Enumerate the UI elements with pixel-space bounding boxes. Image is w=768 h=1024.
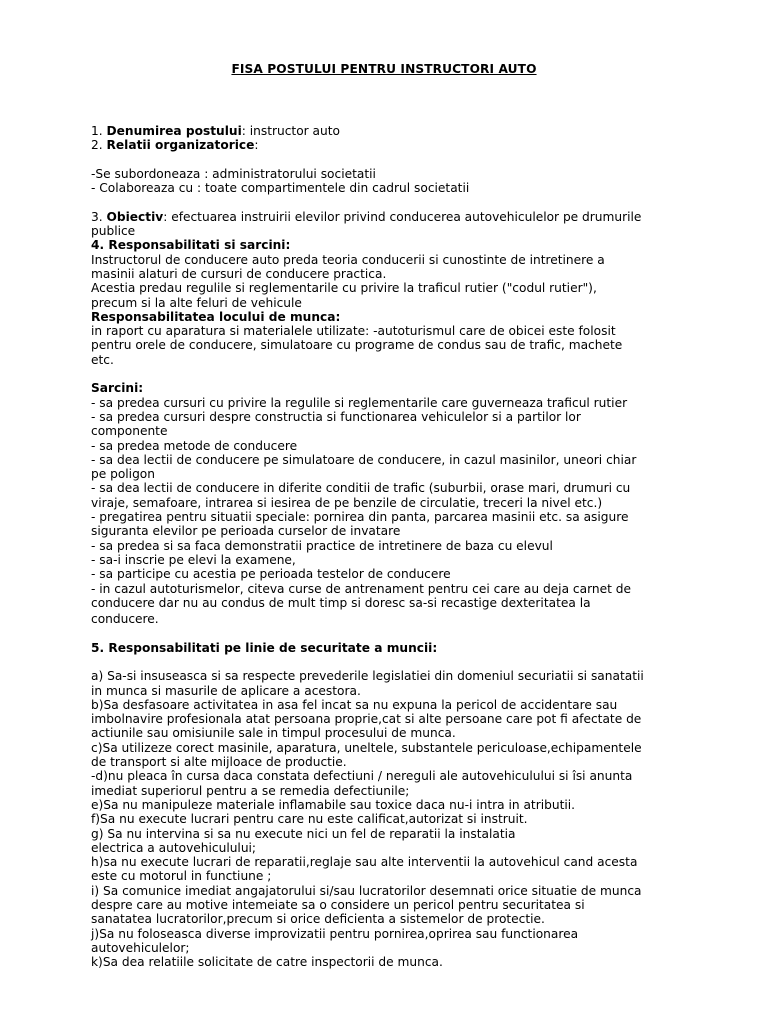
safety-line: imediat superiorul pentru a se remedia defectiunile; bbox=[91, 783, 410, 798]
safety-line: despre care au motive intemeiate sa o considere un pericol pentru securitatea si bbox=[91, 898, 585, 913]
section-5-heading: 5. Responsabilitati pe linie de securitate a muncii: bbox=[91, 640, 438, 655]
workplace-responsibility-heading: Responsabilitatea locului de munca: bbox=[91, 309, 341, 324]
section-2-number: 2. bbox=[91, 138, 103, 153]
task-line: - sa participe cu acestia pe perioada testelor de conducere bbox=[91, 567, 451, 582]
task-line: - sa-i inscrie pe elevi la examene, bbox=[91, 552, 296, 567]
section-1 bbox=[91, 124, 691, 138]
safety-line: f)Sa nu execute lucrari pentru care nu este calificat,autorizat si instruit. bbox=[91, 812, 528, 827]
safety-line: in munca si masurile de aplicare a acestora. bbox=[91, 683, 361, 698]
task-line: viraje, semafoare, intrarea si iesirea de pe benzile de circulatie, treceri la nivel etc.) bbox=[91, 495, 603, 510]
task-line: - sa predea cursuri despre constructia si functionarea vehiculelor si a partilor lor bbox=[91, 409, 581, 424]
task-line: - sa predea cursuri cu privire la regulile si reglementarile care guverneaza traficul rutier bbox=[91, 395, 628, 410]
task-line: siguranta elevilor pe perioada curselor de invatare bbox=[91, 524, 401, 539]
task-line: componente bbox=[91, 424, 168, 439]
task-line: conducere dar nu au condus de mult timp si doresc sa-si recastige dexteritatea la bbox=[91, 595, 591, 610]
tasks-heading: Sarcini: bbox=[91, 381, 144, 396]
paragraph-line: etc. bbox=[91, 352, 114, 367]
task-line: - in cazul autoturismelor, citeva curse de antrenament pentru cei care au deja carnet de bbox=[91, 581, 631, 596]
safety-line: electrica a autovehiculului; bbox=[91, 840, 257, 855]
section-2 bbox=[91, 138, 691, 152]
task-line: pe poligon bbox=[91, 467, 155, 482]
safety-line: sanatatea lucratorilor,precum si orice deficienta a sistemelor de protectie. bbox=[91, 912, 545, 927]
section-3-number: 3. bbox=[91, 209, 103, 224]
safety-line: a) Sa-si insuseasca si sa respecte prevederile legislatiei din domeniul securiatii si sanatatii bbox=[91, 669, 644, 684]
task-line: conducere. bbox=[91, 612, 159, 627]
paragraph-line: pentru orele de conducere, simulatoare cu programe de condus sau de trafic, machete bbox=[91, 338, 623, 353]
task-line: - pregatirea pentru situatii speciale: pornirea din panta, parcarea masinii etc. sa asigure bbox=[91, 510, 629, 525]
document-title: FISA POSTULUI PENTRU INSTRUCTORI AUTO bbox=[231, 62, 537, 76]
task-line: - sa predea si sa faca demonstratii practice de intretinere de baza cu elevul bbox=[91, 538, 553, 553]
task-line: - sa predea metode de conducere bbox=[91, 438, 298, 453]
section-3-label: Obiectiv bbox=[106, 209, 164, 224]
paragraph-line: Acestia predau regulile si reglementarile cu privire la traficul rutier ("codul rutier"), bbox=[91, 281, 597, 296]
safety-line: i) Sa comunice imediat angajatorului si/sau lucratorilor desemnati orice situatie de munca bbox=[91, 883, 642, 898]
safety-line: este cu motorul in functiune ; bbox=[91, 869, 272, 884]
paragraph-line: masinii alaturi de cursuri de conducere practica. bbox=[91, 266, 387, 281]
paragraph-line: in raport cu aparatura si materialele utilizate: -autoturismul care de obicei este folosit bbox=[91, 324, 616, 339]
safety-line: -d)nu pleaca în cursa daca constata defectiuni / nereguli ale autovehiculului si îsi anunta bbox=[91, 769, 633, 784]
safety-line: h)sa nu execute lucrari de reparatii,reglaje sau alte interventii la autovehicul cand acesta bbox=[91, 855, 638, 870]
section-4-heading: 4. Responsabilitati si sarcini: bbox=[91, 238, 291, 253]
section-3-value: : efectuarea instruirii elevilor privind conducerea autovehiculelor pe drumurile bbox=[163, 209, 642, 224]
safety-line: c)Sa utilizeze corect masinile, aparatura, uneltele, substantele periculoase,echipamentele bbox=[91, 740, 642, 755]
safety-line: de transport si alte mijloace de productie. bbox=[91, 755, 347, 770]
paragraph-line: Instructorul de conducere auto preda teoria conducerii si cunostinte de intretinere a bbox=[91, 252, 605, 267]
task-line: - sa dea lectii de conducere in diferite conditii de trafic (suburbii, orase mari, drumuri cu bbox=[91, 481, 631, 496]
safety-line: b)Sa desfasoare activitatea in asa fel incat sa nu expuna la pericol de accidentare sau bbox=[91, 697, 618, 712]
section-1-value: : instructor auto bbox=[241, 124, 340, 138]
task-line: - sa dea lectii de conducere pe simulatoare de conducere, in cazul masinilor, uneori chiar bbox=[91, 452, 637, 467]
safety-line: autovehiculelor; bbox=[91, 940, 190, 955]
section-1-label: Denumirea postului bbox=[106, 124, 242, 138]
section-3 bbox=[91, 210, 691, 224]
safety-line: g) Sa nu intervina si sa nu execute nici un fel de reparatii la instalatia bbox=[91, 826, 516, 841]
section-3-value-continued: publice bbox=[91, 224, 136, 239]
section-2-value: : bbox=[254, 138, 259, 153]
safety-line: k)Sa dea relatiile solicitate de catre inspectorii de munca. bbox=[91, 955, 443, 970]
safety-line: actiunile sau omisiunile sale in timpul procesului de munca. bbox=[91, 726, 456, 741]
safety-line: e)Sa nu manipuleze materiale inflamabile sau toxice daca nu-i intra in atributii. bbox=[91, 797, 575, 812]
safety-line: imbolnavire profesionala atat persoana proprie,cat si alte persoane care pot fi afectate de bbox=[91, 712, 642, 727]
section-1-number: 1. bbox=[91, 124, 103, 138]
relation-line: -Se subordoneaza : administratorului societatii bbox=[91, 166, 376, 181]
safety-line: j)Sa nu foloseasca diverse improvizatii pentru pornirea,oprirea sau functionarea bbox=[91, 926, 579, 941]
paragraph-line: precum si la alte feluri de vehicule bbox=[91, 295, 302, 310]
section-2-label: Relatii organizatorice bbox=[106, 138, 255, 153]
relation-line: - Colaboreaza cu : toate compartimentele din cadrul societatii bbox=[91, 181, 470, 196]
document-body bbox=[91, 124, 691, 970]
